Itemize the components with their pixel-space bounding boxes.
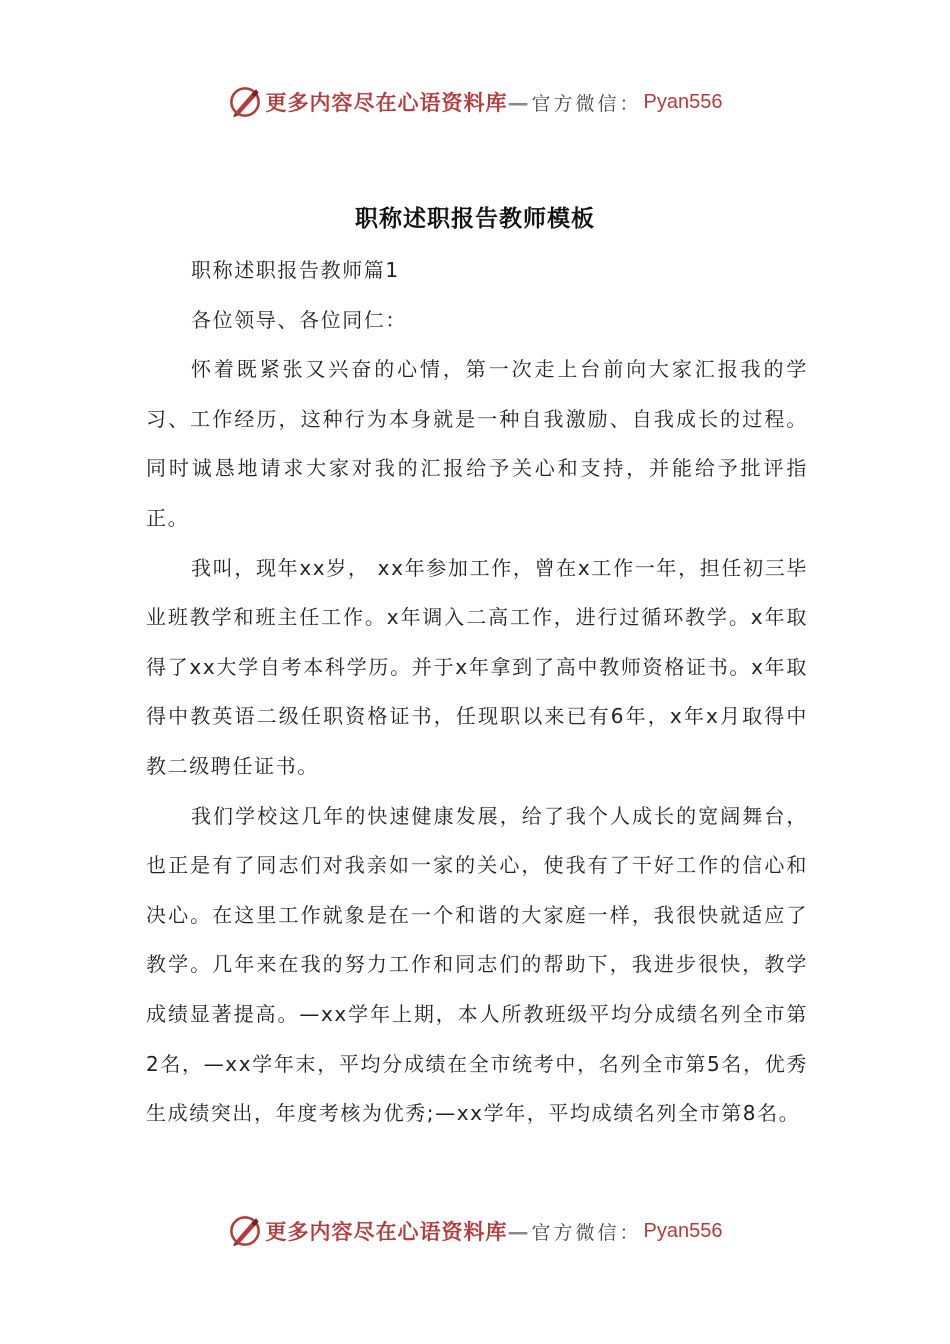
header-banner — [0, 80, 950, 124]
paragraph: 我叫，现年xx岁， xx年参加工作，曾在x工作一年，担任初三毕业班教学和班主任工作。x年调入二高工作，进行过循环教学。x年取得了xx大学自考本科学历。并于x年拿到了高中教师资格证书。x年取得中教英语二级任职资格证书，任现职以来已有6年，x年x月取得中教二级聘任证书。 — [146, 555, 808, 778]
paragraph: 我们学校这几年的快速健康发展，给了我个人成长的宽阔舞台，也正是有了同志们对我亲如一家的关心，使我有了干好工作的信心和决心。在这里工作就象是在一个和谐的大家庭一样，我很快就适应了教学。几年来在我的努力工作和同志们的帮助下，我进步很快，教学成绩显著提高。—xx学年上期，本人所教班级平均分成绩名列全市第2名，—xx学年末，平均分成绩在全市统考中，名列全市第5名，优秀生成绩突出，年度考核为优秀;—xx学年，平均成绩名列全市第8名。 — [146, 803, 808, 1126]
paragraph: 各位领导、各位同仁： — [191, 307, 407, 332]
banner-wechat-id: Pyan556 — [643, 1219, 723, 1242]
banner-wechat-id: Pyan556 — [643, 90, 723, 113]
banner-dash: — — [507, 1218, 530, 1244]
document-body — [146, 246, 808, 1139]
banner-dash: — — [507, 89, 530, 115]
banner-wechat-label: 官方微信： — [531, 1221, 642, 1244]
paragraph: 职称述职报告教师篇1 — [191, 258, 400, 282]
footer-banner — [0, 1209, 950, 1253]
banner-wechat-label: 官方微信： — [531, 92, 642, 115]
banner-brand: 更多内容尽在心语资料库 — [265, 90, 508, 115]
pen-logo-icon — [228, 1214, 262, 1248]
banner-brand: 更多内容尽在心语资料库 — [265, 1219, 508, 1244]
paragraph: 怀着既紧张又兴奋的心情，第一次走上台前向大家汇报我的学习、工作经历，这种行为本身就是一种自我激励、自我成长的过程。同时诚恳地请求大家对我的汇报给予关心和支持，并能给予批评指正。 — [146, 357, 808, 530]
document-title: 职称述职报告教师模板 — [355, 205, 595, 232]
pen-logo-icon — [228, 85, 262, 119]
